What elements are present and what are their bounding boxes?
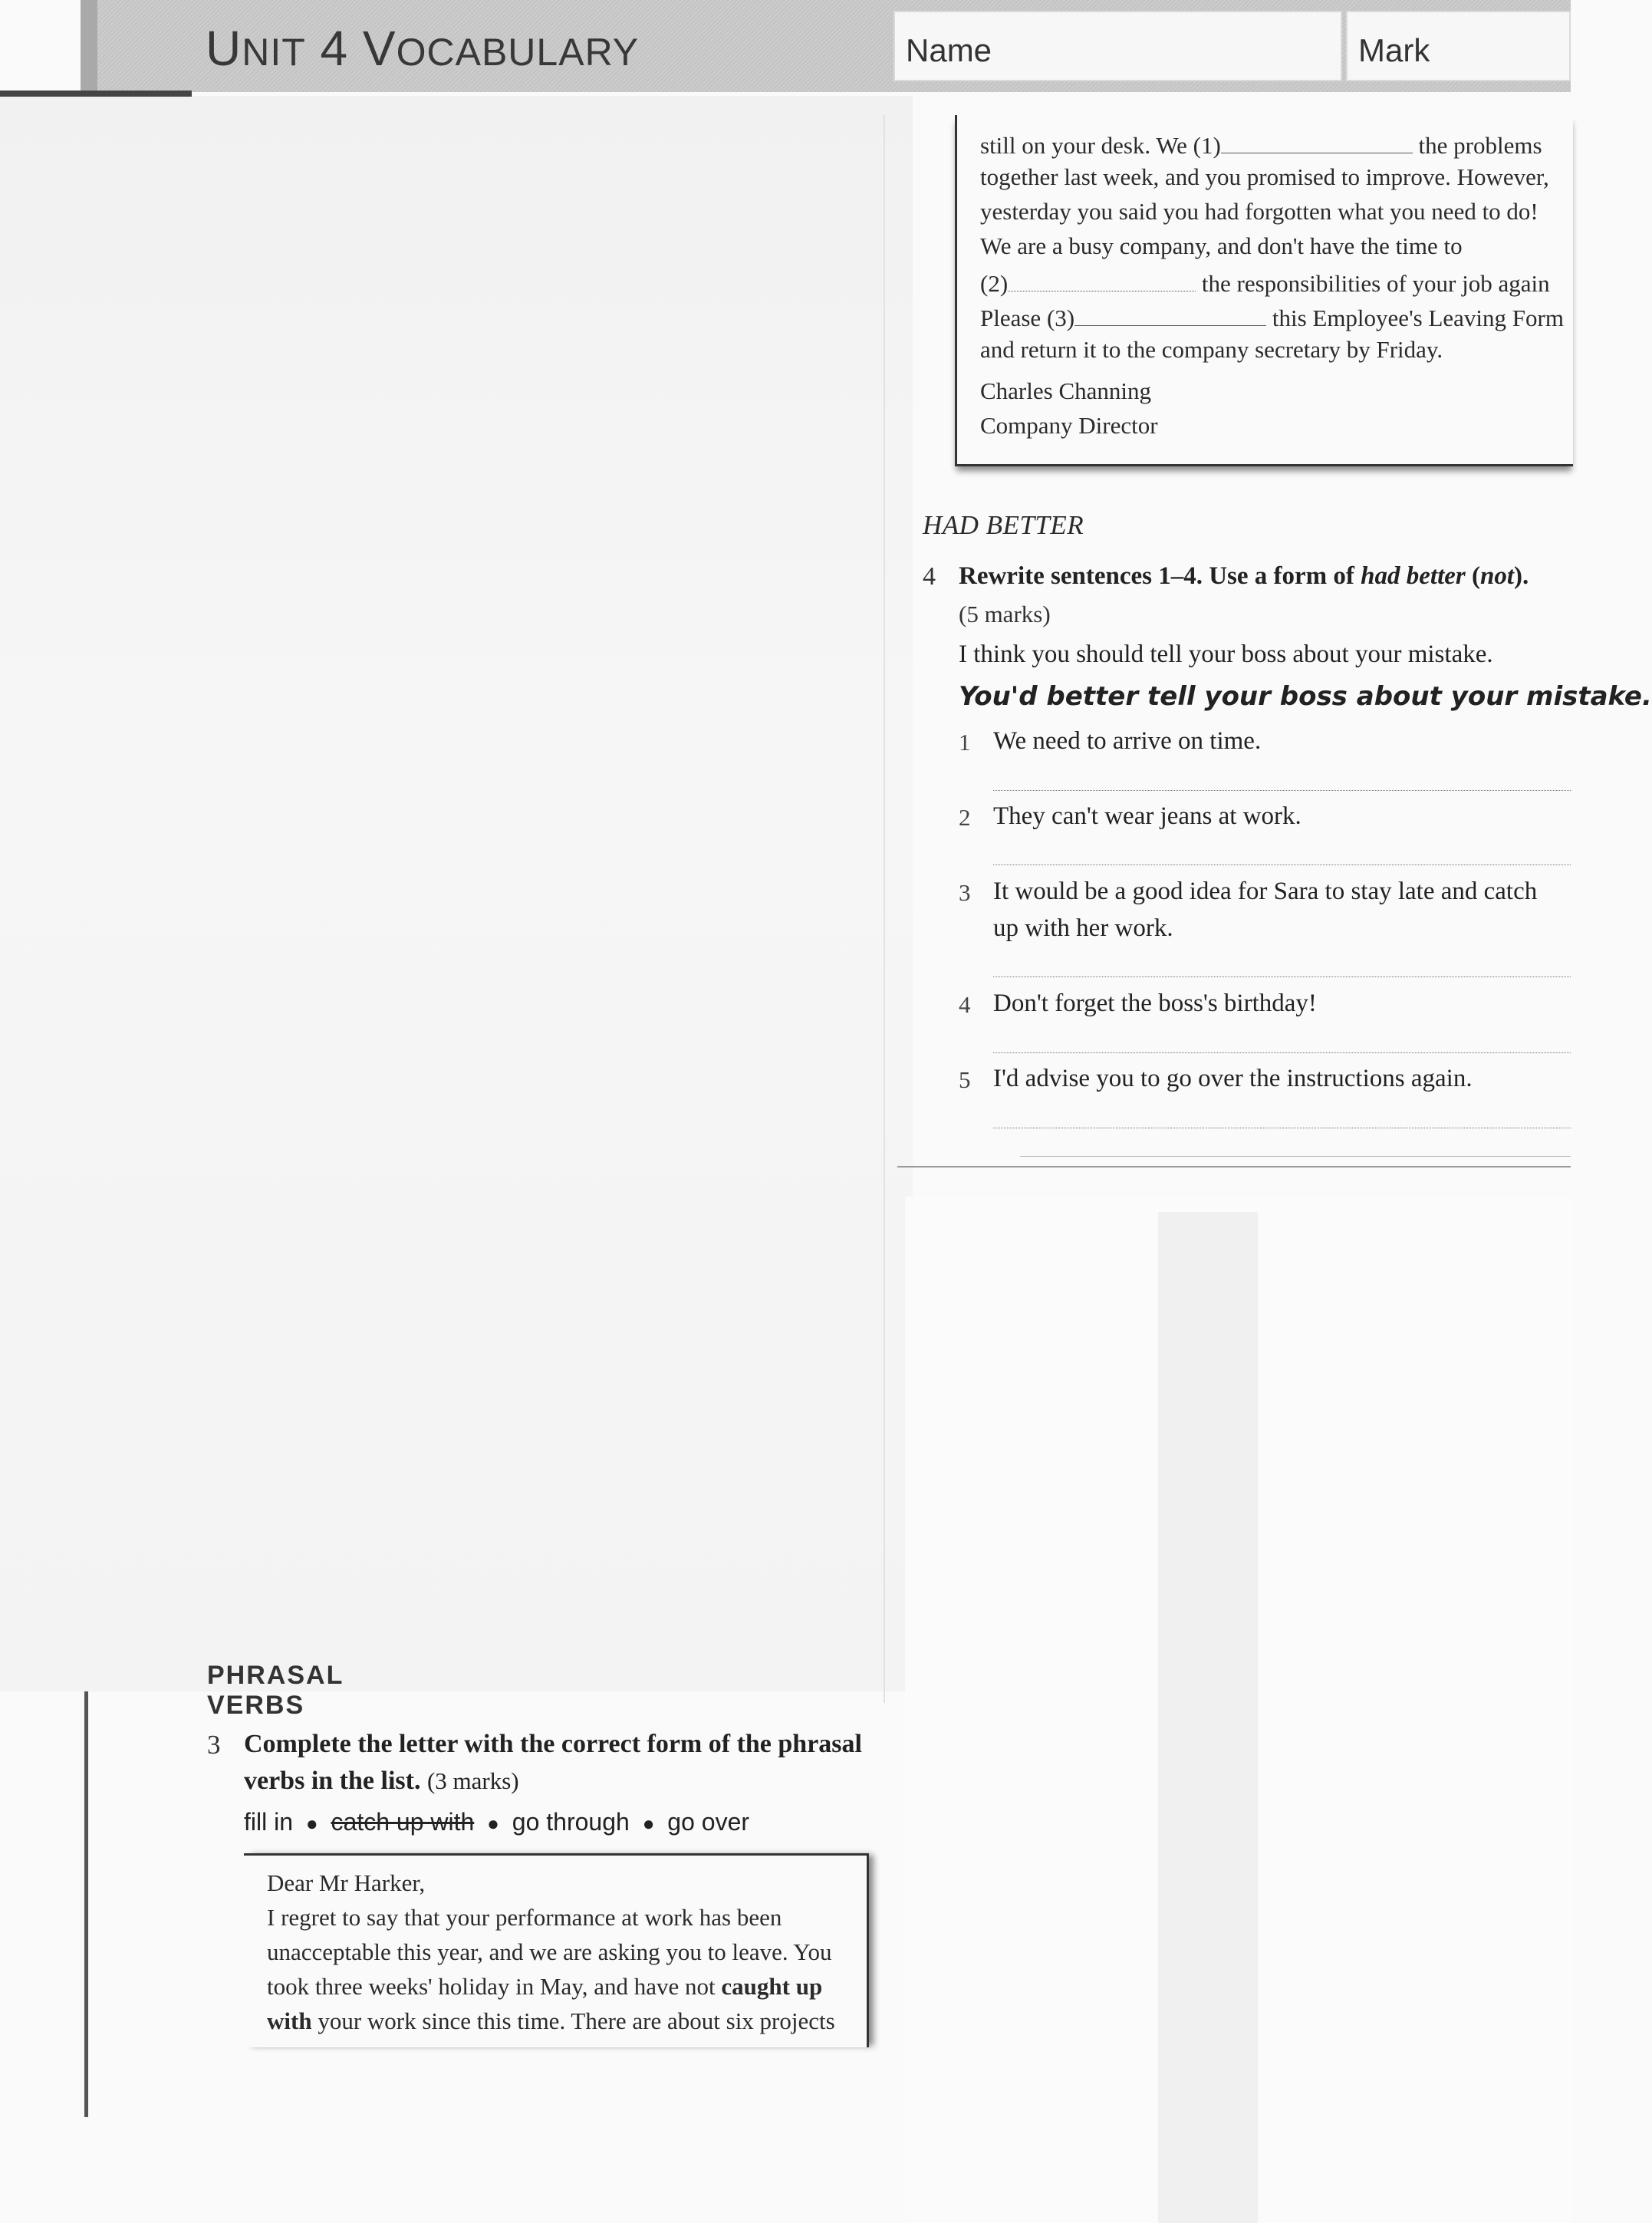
name-field[interactable] [893,11,1342,81]
question-4-marks: (5 marks) [959,601,1051,627]
letter-line-5-end: the responsibilities of your job again [1201,270,1550,297]
unit-title [206,20,639,77]
instruction-not: not [1480,562,1515,590]
word-go-over: go over [667,1808,750,1836]
instruction-line-2-text: verbs in the list. [244,1767,421,1795]
letter-line-7: and return it to the company secretary by Friday. [980,336,1443,363]
question-4-instruction [959,562,1529,591]
header-edge [81,0,97,95]
letter-line-6-end: this Employee's Leaving Form [1272,305,1564,331]
letter-line-2: together last week, and you promised to improve. However, [980,163,1549,190]
faded-strip [1158,1212,1258,2223]
letter-line-4: We are a busy company, and don't have the time to [980,232,1463,259]
blank-3[interactable] [1074,301,1266,326]
unit-title-number: 4 [320,21,349,76]
instruction-had-better: had better [1361,562,1466,590]
mark-label: Mark [1358,32,1430,68]
name-label: Name [906,32,992,68]
torn-edge [0,91,192,97]
answer-line-2[interactable] [993,864,1571,865]
item-3-text-continued: up with her work. [993,914,1173,942]
example-caught-up: caught up [721,1973,823,2000]
word-fill-in: fill in [244,1808,294,1836]
letter-line-1 [980,129,1542,160]
signature-name: Charles Channing [980,377,1151,404]
example-sentence: I think you should tell your boss about your mistake. [959,641,1493,668]
letter-body-line-4-end: your work since this time. There are about six projects [311,2007,835,2034]
letter-line-6 [980,301,1564,332]
example-answer: You'd better tell your boss about your mistake. [959,681,1652,712]
blank-2[interactable] [1008,267,1196,291]
unit-title-cap-v: V [362,21,397,76]
page-margin-line [84,1691,88,2117]
bullet-icon: ● [487,1812,499,1835]
letter-body-line-2: unacceptable this year, and we are asking you to leave. You [267,1938,832,1965]
section-title-text: PHRASAL VERBS [207,1661,344,1720]
instruction-part-e: ). [1514,562,1529,590]
word-go-through: go through [512,1808,630,1836]
question-3-number: 3 [207,1730,221,1760]
answer-line-3[interactable] [993,976,1571,977]
item-1-text: We need to arrive on time. [993,727,1262,755]
item-2-text: They can't wear jeans at work. [993,802,1302,830]
word-catch-up-with: catch up with [331,1808,475,1836]
item-4-text: Don't forget the boss's birthday! [993,990,1317,1017]
instruction-part-a: Rewrite sentences 1–4. Use a form of [959,562,1361,590]
phrasal-verb-list [244,1808,749,1836]
letter-line-5 [980,267,1550,298]
item-1-number: 1 [959,729,971,756]
divider [1020,1156,1571,1157]
letter-body-line-4 [267,2007,835,2035]
blank-1[interactable] [1221,129,1413,153]
signature-title: Company Director [980,412,1158,439]
section-title-phrasal-verbs [207,1661,422,1720]
bullet-icon: ● [305,1812,318,1835]
page-fold-line [884,115,885,1703]
section-title-had-better: HAD BETTER [923,510,1084,540]
letter-line-1-start: still on your desk. We (1) [980,132,1221,159]
question-3-instruction-line-2 [244,1767,519,1796]
faded-background-page [0,96,913,1691]
letter-body-line-3-start: took three weeks' holiday in May, and have not [267,1973,722,2000]
answer-line-4[interactable] [993,1052,1571,1053]
letter-salutation: Dear Mr Harker, [267,1869,426,1896]
item-3-text: It would be a good idea for Sara to stay late and catch [993,878,1538,905]
bullet-icon: ● [642,1812,655,1835]
answer-line-1[interactable] [993,790,1571,791]
item-5-number: 5 [959,1066,971,1093]
unit-title-cap-u: U [206,21,242,76]
letter-body-line-3 [267,1973,822,2001]
unit-title-nit: NIT [242,31,306,74]
letter-line-1-end: the problems [1418,132,1542,159]
question-3-marks: (3 marks) [426,1767,519,1794]
example-with: with [267,2007,312,2034]
unit-title-ocabulary: OCABULARY [396,31,640,74]
item-3-number: 3 [959,879,971,906]
instruction-part-c: ( [1465,562,1480,590]
question-3-instruction-line-1: Complete the letter with the correct form of the phrasal [244,1730,862,1758]
item-2-number: 2 [959,804,971,831]
letter-body-line-1: I regret to say that your performance at work has been [267,1904,782,1931]
mark-field[interactable] [1346,11,1571,81]
question-4-number: 4 [923,562,936,591]
letter-line-3: yesterday you said you had forgotten what you need to do! [980,198,1538,225]
letter-line-6-start: Please (3) [980,305,1075,331]
item-4-number: 4 [959,991,971,1018]
divider [897,1166,1571,1167]
letter-line-5-start: (2) [980,270,1009,297]
letter-box [244,1853,869,2047]
letter-continuation-box [955,115,1573,466]
item-5-text: I'd advise you to go over the instructions again. [993,1065,1473,1092]
